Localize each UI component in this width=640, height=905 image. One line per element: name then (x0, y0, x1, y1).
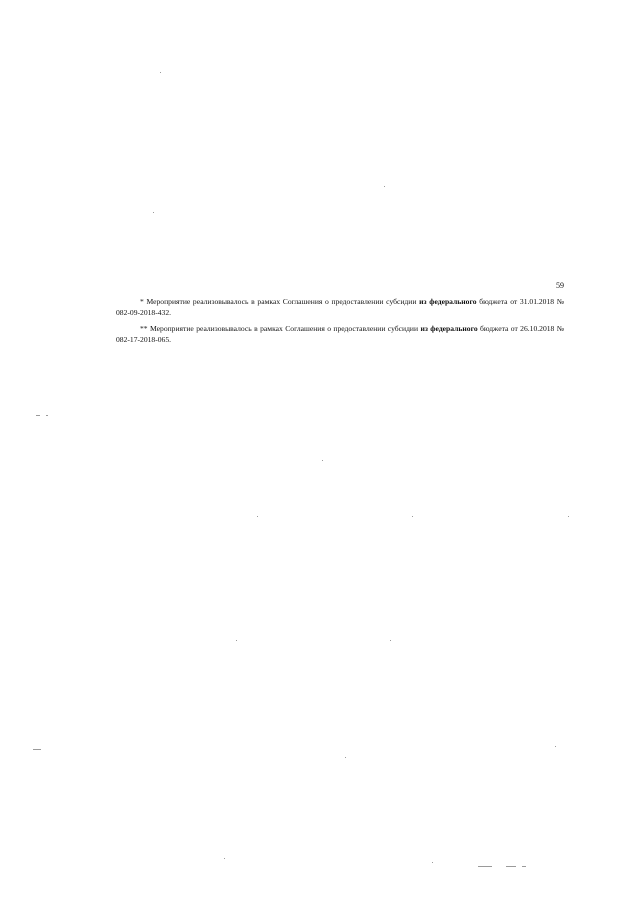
page-number: 59 (556, 281, 564, 290)
scan-speck (384, 186, 385, 187)
footnote-2-text-before: Мероприятие реализовывалось в рамках Соглашения о предоставлении субсидии (147, 324, 421, 333)
scan-speck (568, 516, 569, 517)
scan-speck (46, 415, 48, 416)
scan-speck (33, 749, 41, 750)
scan-speck (257, 516, 258, 517)
scan-speck (322, 460, 323, 461)
scan-speck (412, 516, 413, 517)
scan-speck (555, 746, 556, 747)
scan-speck (478, 866, 492, 867)
footnote-2-bold-part: из федерального (420, 324, 478, 333)
footnote-1-bold-part: из федерального (419, 297, 477, 306)
scan-speck (160, 72, 161, 73)
scan-speck (506, 866, 516, 867)
scan-speck (432, 862, 433, 863)
scan-speck (224, 858, 225, 859)
scan-speck (345, 757, 346, 758)
footnote-2-text-after: бюджета от 26.10.2018 № 082-17-2018-065. (116, 324, 565, 344)
scan-speck (522, 866, 526, 867)
footnote-1-marker: * (140, 297, 144, 306)
scan-speck (236, 640, 237, 641)
footnote-2-marker: ** (140, 324, 148, 333)
footnote-2 (116, 324, 564, 345)
footnote-1-text-before: Мероприятие реализовывалось в рамках Соглашения о предоставлении субсидии (143, 297, 420, 306)
footnote-1-text-after: бюджета от 31.01.2018 № 082-09-2018-432. (116, 297, 564, 317)
scan-speck (390, 640, 391, 641)
footnote-1 (116, 297, 564, 318)
scan-speck (153, 212, 154, 213)
scan-speck (36, 415, 40, 416)
